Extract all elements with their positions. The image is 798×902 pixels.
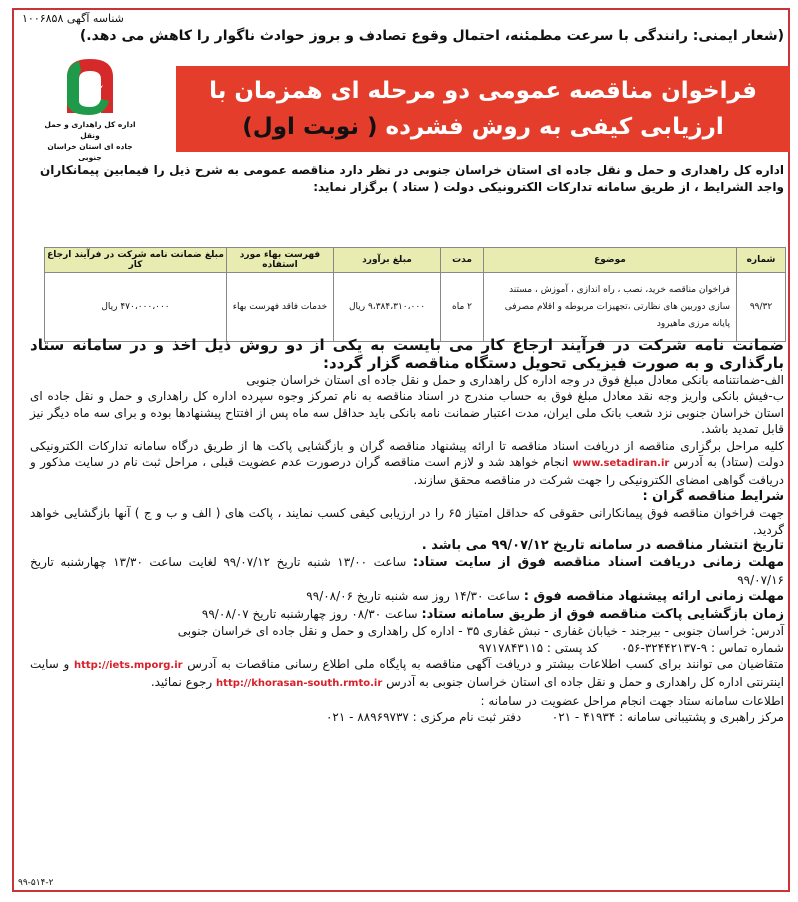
cell-estimate: ۹،۳۸۴،۳۱۰،۰۰۰ ریال bbox=[334, 273, 441, 342]
banner-line-2: ارزیابی کیفی به روش فشرده ( نوبت اول) bbox=[242, 114, 724, 140]
col-number: شماره bbox=[737, 248, 786, 273]
rmto-logo-icon bbox=[59, 55, 121, 117]
round-label: ( نوبت اول) bbox=[242, 114, 378, 140]
logo-caption: اداره کل راهداری و حمل ونقل جاده ای استان خراسان جنوبی bbox=[44, 120, 136, 162]
tender-title-banner bbox=[176, 66, 790, 152]
cell-guarantee: ۴۷۰،۰۰۰،۰۰۰ ریال bbox=[45, 273, 227, 342]
table-header-row bbox=[45, 248, 786, 273]
cell-subject: فراخوان مناقصه خرید، نصب ، راه اندازی ، آموزش ، مستند سازی دوربین های نظارتی ،تجهیزات مربوطه و اقلام مصرفی پایانه مرزی ماهیرود bbox=[484, 273, 737, 342]
col-subject: موضوع bbox=[484, 248, 737, 273]
cell-price-list: خدمات فاقد فهرست بهاء bbox=[227, 273, 334, 342]
opening-time: زمان بازگشایی پاکت مناقصه فوق از طریق سامانه ستاد: ساعت ۰۸/۳۰ روز چهارشنبه تاریخ ۹۹/۰۸/۰۷ bbox=[201, 606, 784, 622]
offer-deadline: مهلت زمانی ارائه پیشنهاد مناقصه فوق : ساعت ۱۴/۳۰ روز سه شنبه تاریخ ۹۹/۰۸/۰۶ bbox=[306, 589, 784, 605]
col-guarantee: مبلغ ضمانت نامه شرکت در فرآیند ارجاع کار bbox=[45, 248, 227, 273]
setad-link[interactable]: www.setadiran.ir bbox=[572, 458, 670, 470]
conditions-text: جهت فراخوان مناقصه فوق پیمانکارانی حقوقی که حداقل امتیاز ۶۵ را در ارزیابی کیفی کسب نمایند ، پاکت های ( الف و ب و ج ) آنها بازگشایی خواهد گردید. bbox=[30, 506, 784, 537]
guarantee-heading: ضمانت نامه شرکت در فرآیند ارجاع کار می بایست به یکی از دو روش ذیل اخذ و در سامانه ستاد بارگذاری و به صورت فیزیکی تحویل دستگاه مناقصه گزار گردد: bbox=[30, 336, 784, 372]
contact-line: شماره تماس : ۹-۳۲۴۴۲۱۳۷-۰۵۶ کد پستی : ۹۷۱۷۸۴۳۱۱۵ bbox=[478, 640, 784, 655]
publish-date: تاریخ انتشار مناقصه در سامانه تاریخ ۹۹/۰۷/۱۲ می باشد . bbox=[421, 538, 784, 554]
table-row bbox=[45, 273, 786, 342]
col-estimate: مبلغ برآورد bbox=[334, 248, 441, 273]
conditions-heading: شرایط مناقصه گران : bbox=[642, 488, 784, 504]
cell-number: ۹۹/۳۲ bbox=[737, 273, 786, 342]
setad-info: اطلاعات سامانه ستاد جهت انجام مراحل عضویت در سامانه : bbox=[480, 693, 784, 708]
col-duration: مدت bbox=[441, 248, 484, 273]
more-info-paragraph: متقاضیان می توانند برای کسب اطلاعات بیشتر و دریافت آگهی مناقصه به پایگاه ملی اطلاع رسانی مناقصات به آدرس http://iets.mporg.ir و سایت اینترنتی اداره کل راهداری و حمل و نقل جاده ای استان خراسان جنوبی به آدرس http://khorasan-south.rmto.ir رجوع نمائید. bbox=[30, 656, 784, 690]
safety-slogan: (شعار ایمنی: رانندگی با سرعت مطمئنه، احتمال وقوع تصادف و بروز حوادث ناگوار را کاهش می دهد.) bbox=[79, 28, 784, 44]
intro-paragraph: اداره کل راهداری و حمل و نقل جاده ای استان خراسان جنوبی در نظر دارد مناقصه عمومی به شرح ذیل را فیمابین پیمانکاران واجد الشرایط ، از طریق سامانه تدارکات الکترونیکی دولت ( ستاد ) برگزار نماید: bbox=[40, 163, 784, 194]
guarantee-option-a: الف-ضمانتنامه بانکی معادل مبلغ فوق در وجه اداره کل راهداری و حمل و نقل جاده ای استان خراسان جنوبی bbox=[246, 373, 784, 387]
iets-link[interactable]: http://iets.mporg.ir bbox=[73, 659, 183, 671]
organization-logo bbox=[40, 55, 140, 163]
guarantee-option-b: ب-فیش بانکی واریز وجه نقد معادل مبلغ فوق به حساب مندرج در اسناد مناقصه به نام تمرکز وجوه سپرده اداره کل راهداری و حمل و نقل جاده ای استان خراسان جنوبی نزد شعب بانک ملی ایران، مدت اعتبار ضمانت نامه بانکی باید حداقل سه ماه پس از افتتاح پیشنهادها بوده و برای سه ماه دیگر نیز قابل تمدید باشد. bbox=[30, 389, 784, 437]
support-line: مرکز راهبری و پشتیبانی سامانه : ۴۱۹۳۴ - ۰۲۱ دفتر ثبت نام مرکزی : ۸۸۹۶۹۷۳۷ - ۰۲۱ bbox=[325, 710, 784, 725]
footer-code: ۹۹-۵۱۴-۲ bbox=[18, 878, 54, 888]
banner-line-1: فراخوان مناقصه عمومی دو مرحله ای همزمان با bbox=[209, 78, 757, 104]
cell-duration: ۲ ماه bbox=[441, 273, 484, 342]
ad-id: شناسه آگهی ۱۰۰۶۸۵۸ bbox=[22, 12, 124, 25]
docs-deadline: مهلت زمانی دریافت اسناد مناقصه فوق از سایت ستاد: ساعت ۱۳/۰۰ شنبه تاریخ ۹۹/۰۷/۱۲ لغایت ساعت ۱۳/۳۰ چهارشنبه تاریخ ۹۹/۰۷/۱۶ bbox=[30, 555, 784, 587]
address: آدرس: خراسان جنوبی - بیرجند - خیابان غفاری - نبش غفاری ۳۵ - اداره کل راهداری و حمل و نقل جاده ای خراسان جنوبی bbox=[177, 624, 784, 639]
tender-body bbox=[30, 336, 784, 726]
khorasan-link[interactable]: http://khorasan-south.rmto.ir bbox=[216, 678, 383, 690]
tender-table bbox=[44, 247, 786, 342]
col-price-list: فهرست بهاء مورد استفاده bbox=[227, 248, 334, 273]
process-paragraph: کلیه مراحل برگزاری مناقصه از دریافت اسناد مناقصه تا ارائه پیشنهاد مناقصه گران و بازگشایی پاکت ها از طریق درگاه سامانه تدارکات الکترونیکی دولت (ستاد) به آدرس www.setadiran.ir انجام خواهد شد و لازم است مناقصه گران درصورت عدم عضویت قبلی ، مراحل ثبت نام در سایت مذکور و دریافت گواهی امضای الکترونیکی را جهت شرکت در مناقصه محقق سازند. bbox=[30, 438, 784, 488]
